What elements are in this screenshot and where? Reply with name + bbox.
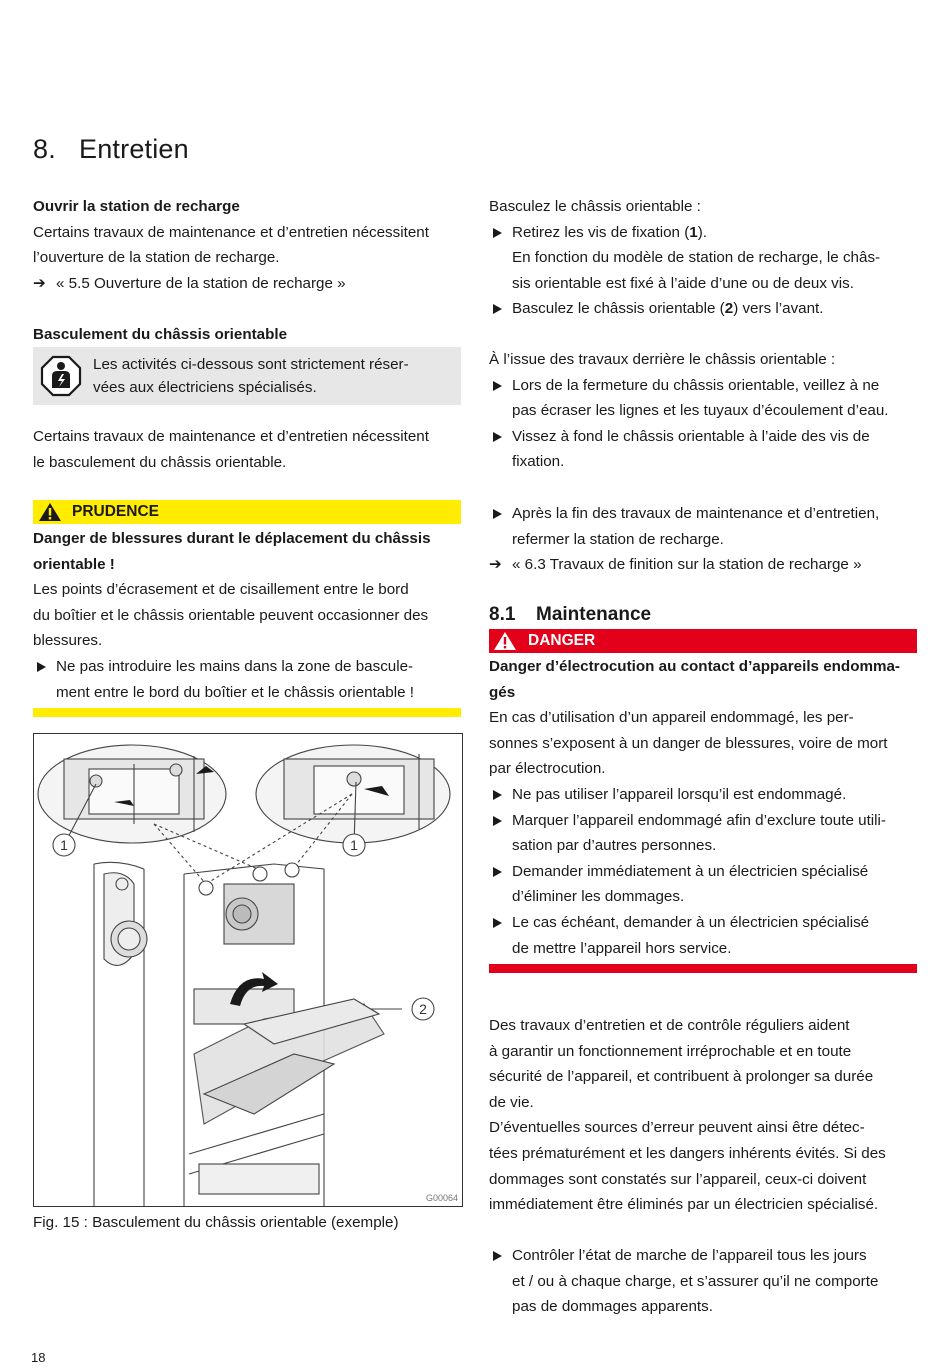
bullet-triangle-icon (493, 816, 502, 826)
open-heading: Ouvrir la station de recharge (33, 198, 240, 215)
open-text-line: l’ouverture de la station de recharge. (33, 249, 280, 267)
danger-text-line: En cas d’utilisation d’un appareil endommagé, les per- (489, 709, 854, 727)
maintenance-text-line: dommages sont constatés sur l’appareil, ceux-ci doivent (489, 1170, 867, 1188)
caution-bullet: Ne pas introduire les mains dans la zone de bascule- ment entre le bord du boîtier et le châssis orientable ! (33, 654, 463, 705)
caution-heading-line: Danger de blessures durant le déplacement du châssis (33, 530, 431, 547)
danger-bar (489, 629, 917, 653)
after-work-section (489, 347, 921, 475)
bullet-triangle-icon (493, 1251, 502, 1261)
section-title: Maintenance (536, 604, 652, 625)
bullet-triangle-icon (493, 228, 502, 238)
caution-text-line: blessures. (33, 632, 103, 650)
section-number: 8.1 (489, 604, 516, 625)
bullet-triangle-icon (493, 509, 502, 519)
danger-bullet: Marquer l’appareil endommagé afin d’exclure toute utili- sation par d’autres personnes. (489, 808, 921, 859)
left-column (33, 194, 463, 296)
end-section (489, 501, 921, 578)
maintenance-text-line: tées prématurément et les dangers inhérents évités. Si des (489, 1144, 886, 1162)
after-intro: À l’issue des travaux derrière le châssis orientable : (489, 351, 836, 368)
caution-label: PRUDENCE (72, 503, 159, 520)
electrician-info-box (33, 347, 461, 405)
after-bullet: Lors de la fermeture du châssis orientable, veillez à ne pas écraser les lignes et les tuyaux d’écoulement d’eau. (489, 373, 921, 424)
open-text-line: Certains travaux de maintenance et d’entretien nécessitent (33, 223, 429, 241)
maintenance-text-line: sécurité de l’appareil, et contribuent à prolonger sa durée (489, 1068, 874, 1086)
danger-heading-line: gés (489, 683, 516, 701)
right-column-top (489, 194, 921, 322)
maintenance-text (489, 1013, 921, 1218)
info-text-line: vées aux électriciens spécialisés. (93, 379, 317, 396)
tilt-section (33, 322, 463, 348)
bullet-triangle-icon (493, 867, 502, 877)
page-number: 18 (31, 1350, 46, 1365)
chapter-number: 8. (33, 134, 56, 164)
figure-caption: Fig. 15 : Basculement du châssis orientable (exemple) (33, 1214, 399, 1231)
caution-bottom-bar (33, 708, 461, 717)
tilt-text (33, 424, 463, 475)
tilt-bullet-screws: Retirez les vis de fixation (1). En fonction du modèle de station de recharge, le châs- sis orientable est fixé à l’aide d’une ou de deux vis. (489, 220, 921, 297)
tilt-text-line: Certains travaux de maintenance et d’entretien nécessitent (33, 428, 429, 445)
chapter-title (33, 134, 189, 165)
callout-2-label: 2 (419, 1001, 427, 1017)
section-heading (489, 604, 651, 626)
bullet-triangle-icon (493, 432, 502, 442)
warning-triangle-icon (493, 631, 517, 656)
danger-bullet: Demander immédiatement à un électricien spécialisé d’éliminer les dommages. (489, 859, 921, 910)
info-text-line: Les activités ci-dessous sont strictement réser- (93, 356, 409, 373)
bullet-triangle-icon (493, 918, 502, 928)
caution-text-line: Les points d’écrasement et de cisaillement entre le bord (33, 581, 409, 599)
callout-1-right-label: 1 (350, 837, 358, 853)
chapter-title-text: Entretien (79, 134, 189, 164)
danger-text-line: par électrocution. (489, 760, 606, 778)
right-arrow-icon: ➔ (489, 556, 502, 574)
right-arrow-icon: ➔ (33, 274, 46, 292)
bullet-triangle-icon (493, 790, 502, 800)
maintenance-text-line: Des travaux d’entretien et de contrôle réguliers aident (489, 1017, 850, 1034)
danger-label: DANGER (528, 632, 596, 649)
danger-content (489, 654, 921, 961)
after-bullet: Vissez à fond le châssis orientable à l’aide des vis de fixation. (489, 424, 921, 475)
bullet-triangle-icon (493, 304, 502, 314)
callout-1-left-label: 1 (60, 837, 68, 853)
maintenance-check (489, 1243, 921, 1320)
maintenance-bullet: Contrôler l’état de marche de l’appareil tous les jours et / ou à chaque charge, et s’assurer qu’il ne comporte pas de dommages apparents. (489, 1243, 921, 1320)
caution-text-line: du boîtier et le châssis orientable peuvent occasionner des (33, 606, 429, 624)
caution-content (33, 526, 463, 705)
warning-triangle-icon (38, 502, 62, 527)
electrician-icon (40, 355, 82, 402)
danger-bullet: Le cas échéant, demander à un électricien spécialisé de mettre l’appareil hors service. (489, 910, 921, 961)
danger-text-line: sonnes s’exposent à un danger de blessures, voire de mort (489, 734, 888, 752)
tilt-bullet-forward: Basculez le châssis orientable (2) vers l’avant. (489, 296, 921, 322)
tilt-intro: Basculez le châssis orientable : (489, 198, 701, 215)
caution-bar (33, 500, 461, 524)
tilt-frame-illustration (34, 734, 462, 1206)
maintenance-text-line: à garantir un fonctionnement irréprochable et en toute (489, 1042, 852, 1060)
maintenance-text-line: immédiatement être éliminés par un électricien spécialisé. (489, 1196, 879, 1214)
bullet-triangle-icon (493, 381, 502, 391)
open-reference-link[interactable]: ➔ « 5.5 Ouverture de la station de recharge » (33, 271, 463, 297)
danger-bottom-bar (489, 964, 917, 973)
danger-heading-line: Danger d’électrocution au contact d’appareils endomma- (489, 658, 900, 675)
maintenance-text-line: D’éventuelles sources d’erreur peuvent ainsi être détec- (489, 1119, 865, 1137)
figure-tilt-frame (33, 733, 463, 1207)
caution-heading-line: orientable ! (33, 555, 115, 573)
end-bullet: Après la fin des travaux de maintenance et d’entretien, refermer la station de recharge. (489, 501, 921, 552)
tilt-heading: Basculement du châssis orientable (33, 326, 288, 343)
figure-code: G00064 (425, 1193, 458, 1203)
tilt-text-line: le basculement du châssis orientable. (33, 453, 287, 471)
danger-bullet: Ne pas utiliser l’appareil lorsqu’il est endommagé. (489, 782, 921, 808)
maintenance-text-line: de vie. (489, 1093, 534, 1111)
finishing-reference-link[interactable]: ➔ « 6.3 Travaux de finition sur la station de recharge » (489, 552, 921, 578)
bullet-triangle-icon (37, 662, 46, 672)
